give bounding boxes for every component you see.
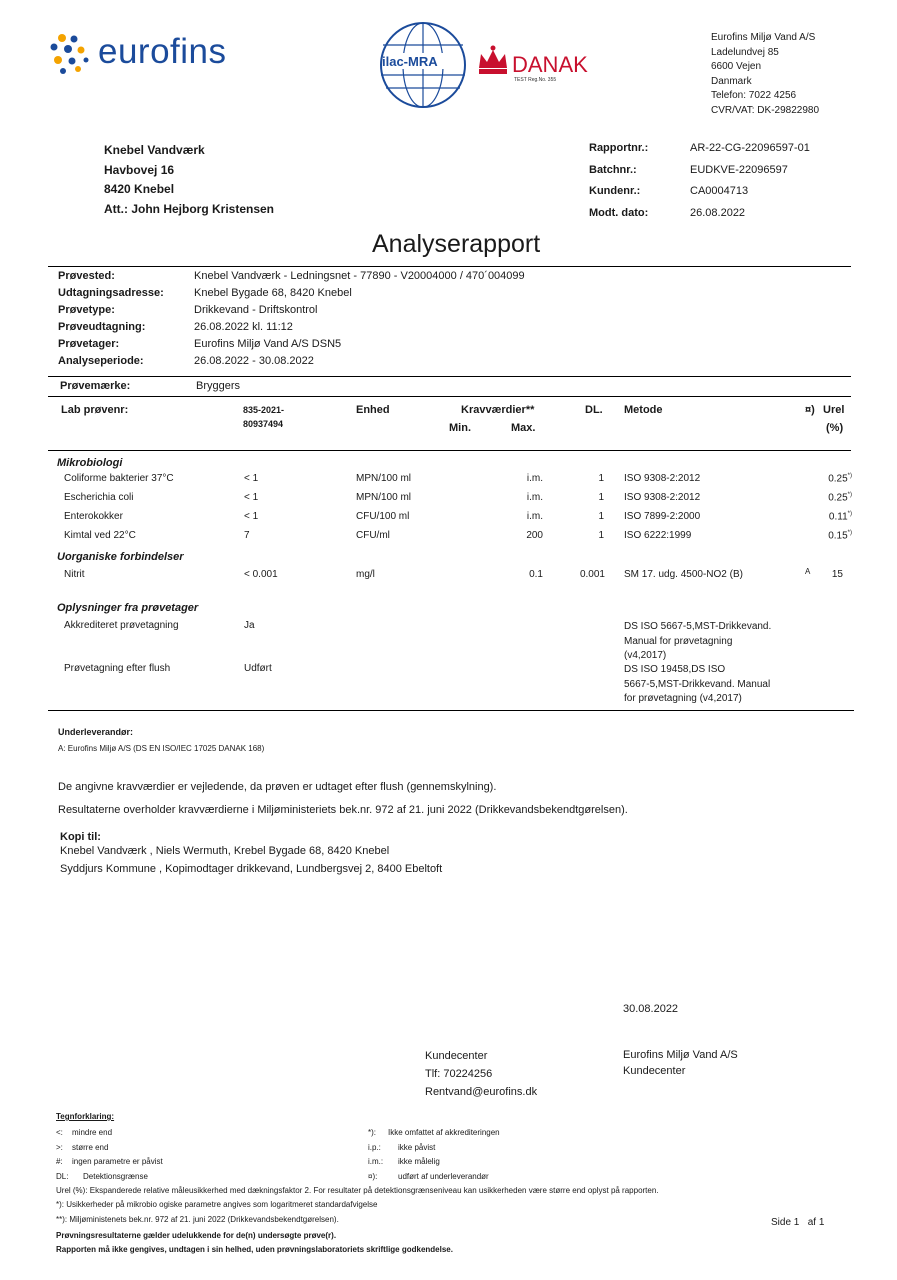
client-city: 8420 Knebel bbox=[104, 182, 175, 196]
param-name: Prøvetagning efter flush bbox=[64, 663, 171, 674]
sampler: Eurofins Miljø Vand A/S DSN5 bbox=[194, 338, 342, 350]
sampling-address-label: Udtagningsadresse: bbox=[58, 287, 164, 299]
report-meta bbox=[589, 138, 810, 224]
sample-info-divider bbox=[48, 376, 851, 377]
signature-department: Kundecenter bbox=[623, 1065, 686, 1077]
sampling-time-label: Prøveudtagning: bbox=[58, 321, 146, 333]
max-limit: i.m. bbox=[526, 492, 543, 503]
result: < 1 bbox=[244, 492, 259, 503]
unit: MPN/100 ml bbox=[356, 473, 412, 484]
client-attention: Att.: John Hejborg Kristensen bbox=[104, 201, 275, 216]
limits-header: Kravværdier** bbox=[461, 404, 535, 416]
sample-info bbox=[58, 268, 525, 370]
detection-limit: 1 bbox=[598, 511, 604, 522]
unit-header: Enhed bbox=[356, 404, 390, 416]
note-marker: *) bbox=[847, 511, 852, 517]
disclaimer-reproduction: Rapporten må ikke gengives, undtagen i sin helhed, uden prøvningslaboratoriets skriftlige godkendelse. bbox=[56, 1245, 453, 1254]
param-name: Enterokokker bbox=[64, 511, 123, 522]
max-limit: 0.1 bbox=[529, 569, 543, 580]
lab-phone: Telefon: 7022 4256 bbox=[711, 90, 797, 101]
result: < 1 bbox=[244, 473, 259, 484]
danak-logo bbox=[476, 44, 601, 88]
ilac-mra-logo bbox=[378, 20, 470, 112]
ilac-label: ilac-MRA bbox=[382, 54, 438, 69]
sampling-address: Knebel Bygade 68, 8420 Knebel bbox=[194, 287, 352, 299]
sample-mark-divider bbox=[48, 396, 851, 397]
sample-mark bbox=[60, 380, 240, 392]
copy-recipient: Syddjurs Kommune , Kopimodtager drikkevand, Lundbergsvej 2, 8400 Ebeltoft bbox=[60, 863, 443, 875]
dl-header: DL. bbox=[585, 404, 603, 416]
table-header-divider bbox=[48, 450, 851, 451]
method: ISO 6222:1999 bbox=[624, 530, 692, 541]
client-name: Knebel Vandværk bbox=[104, 143, 205, 157]
report-date: 30.08.2022 bbox=[623, 1003, 679, 1015]
batch-number: EUDKVE-22096597 bbox=[690, 163, 788, 176]
analysis-period: 26.08.2022 - 30.08.2022 bbox=[194, 355, 314, 367]
lab-cvr: CVR/VAT: DK-29822980 bbox=[711, 104, 820, 116]
section-sampler-info: Oplysninger fra prøvetager bbox=[57, 602, 199, 614]
subcontractor-text: A: Eurofins Miljø A/S (DS EN ISO/IEC 17025 DANAK 168) bbox=[58, 744, 265, 753]
note-guideline: De angivne kravværdier er vejledende, da prøven er udtaget efter flush (gennemskylning). bbox=[58, 781, 497, 793]
client-street: Havbovej 16 bbox=[104, 162, 175, 177]
danak-wordmark: DANAK bbox=[512, 52, 588, 77]
max-limit: i.m. bbox=[526, 511, 543, 522]
contact-phone: Tlf: 70224256 bbox=[425, 1068, 493, 1080]
signature-company: Eurofins Miljø Vand A/S bbox=[623, 1049, 738, 1061]
max-header: Max. bbox=[511, 422, 536, 434]
param-name: Escherichia coli bbox=[64, 492, 134, 503]
method-header: Metode bbox=[624, 404, 663, 416]
received-date: 26.08.2022 bbox=[690, 206, 746, 219]
title-divider bbox=[48, 266, 851, 267]
legend-right bbox=[368, 1126, 500, 1184]
contact-block bbox=[425, 1047, 537, 1101]
report-number-label: Rapportnr.: bbox=[589, 142, 649, 154]
urel-value: 0.25*) bbox=[828, 492, 852, 504]
note-marker: *) bbox=[847, 530, 852, 536]
lab-number-line2: 80937494 bbox=[243, 419, 284, 429]
unit: MPN/100 ml bbox=[356, 492, 412, 503]
min-header: Min. bbox=[449, 422, 471, 434]
legend-left bbox=[56, 1126, 163, 1184]
legend-law-note: **): Miljøministenets bek.nr. 972 af 21. juni 2022 (Drikkevandsbekendtgørelsen). bbox=[56, 1215, 339, 1224]
max-limit: 200 bbox=[526, 530, 543, 541]
result: Udført bbox=[244, 663, 272, 674]
legend-item: i.m.: ikke målelig bbox=[368, 1157, 440, 1166]
sample-site-label: Prøvested: bbox=[58, 270, 115, 282]
detection-limit: 1 bbox=[598, 530, 604, 541]
legend-title: Tegnforklaring: bbox=[56, 1112, 115, 1121]
lab-country: Danmark bbox=[711, 75, 752, 87]
legend-item: <: mindre end bbox=[56, 1128, 113, 1137]
note-compliance: Resultaterne overholder kravværdierne i Miljøministeriets bek.nr. 972 af 21. juni 2022 (Drikkevandsbekendtgørelsen). bbox=[58, 804, 628, 816]
sample-mark-label: Prøvemærke: bbox=[60, 380, 131, 392]
param-name: Akkrediteret prøvetagning bbox=[64, 620, 179, 631]
sample-mark-value: Bryggers bbox=[196, 380, 241, 392]
table-row bbox=[0, 530, 897, 544]
param-name: Nitrit bbox=[64, 569, 85, 580]
table-row bbox=[0, 511, 897, 525]
table-row bbox=[0, 569, 897, 583]
customer-number-label: Kundenr.: bbox=[589, 185, 641, 197]
lab-city: 6600 Vejen bbox=[711, 61, 762, 72]
subcontractor-header: ¤) bbox=[805, 404, 815, 416]
legend-item: ¤): udført af underleverandør bbox=[368, 1171, 489, 1181]
param-name: Coliforme bakterier 37°C bbox=[64, 473, 174, 484]
subcontractor-flag: A bbox=[805, 567, 811, 576]
eurofins-dots-icon bbox=[48, 32, 92, 76]
method: ISO 7899-2:2000 bbox=[624, 511, 701, 522]
result: < 1 bbox=[244, 511, 259, 522]
table-bottom-divider bbox=[48, 710, 854, 711]
eurofins-wordmark: eurofins bbox=[98, 32, 227, 71]
result: < 0.001 bbox=[244, 569, 278, 580]
eurofins-logo bbox=[48, 30, 263, 80]
danak-registration: TEST Reg.No. 355 bbox=[514, 77, 557, 83]
batch-number-label: Batchnr.: bbox=[589, 163, 637, 176]
method: ISO 9308-2:2012 bbox=[624, 473, 701, 484]
urel-header: Urel bbox=[823, 404, 845, 416]
client-address bbox=[104, 141, 274, 219]
table-row bbox=[0, 492, 897, 506]
crown-icon bbox=[476, 44, 510, 78]
page-number: Side 1 af 1 bbox=[771, 1217, 825, 1228]
section-microbiology: Mikrobiologi bbox=[57, 457, 123, 469]
method: DS ISO 5667-5,MST-Drikkevand. Manual for prøvetagning (v4,2017) bbox=[624, 621, 772, 661]
table-row bbox=[0, 663, 897, 707]
report-number: AR-22-CG-22096597-01 bbox=[690, 142, 810, 154]
analysis-period-label: Analyseperiode: bbox=[58, 355, 144, 367]
disclaimer-results: Prøvningsresultaterne gælder udelukkende for de(n) undersøgte prøve(r). bbox=[56, 1231, 337, 1240]
sample-site: Knebel Vandværk - Ledningsnet - 77890 - V20004000 / 470´004099 bbox=[194, 270, 525, 282]
note-marker: *) bbox=[847, 492, 852, 498]
copy-title: Kopi til: bbox=[60, 831, 101, 843]
method: ISO 9308-2:2012 bbox=[624, 492, 701, 503]
unit: CFU/ml bbox=[356, 530, 390, 541]
signature-block bbox=[623, 1047, 738, 1079]
lab-address bbox=[711, 31, 819, 118]
urel-value: 0.11*) bbox=[828, 511, 852, 523]
customer-number: CA0004713 bbox=[690, 185, 749, 197]
lab-number-line1: 835-2021- bbox=[243, 405, 285, 415]
note-marker: *) bbox=[847, 473, 852, 479]
sample-type: Drikkevand - Driftskontrol bbox=[194, 304, 318, 316]
lab-number-label: Lab prøvenr: bbox=[61, 404, 129, 416]
legend-item: *): Ikke omfattet af akkrediteringen bbox=[368, 1128, 500, 1137]
detection-limit: 0.001 bbox=[579, 569, 605, 580]
urel-value: 0.15*) bbox=[828, 530, 852, 542]
received-date-label: Modt. dato: bbox=[589, 206, 649, 219]
table-row bbox=[0, 473, 897, 487]
sampling-time: 26.08.2022 kl. 11:12 bbox=[194, 321, 293, 333]
sampler-label: Prøvetager: bbox=[58, 338, 120, 350]
detection-limit: 1 bbox=[598, 473, 604, 484]
param-name: Kimtal ved 22°C bbox=[64, 530, 136, 541]
legend-item: >: større end bbox=[56, 1142, 109, 1152]
copy-recipient: Knebel Vandværk , Niels Wermuth, Krebel Bygade 68, 8420 Knebel bbox=[60, 845, 390, 857]
subcontractor-title: Underleverandør: bbox=[58, 727, 134, 737]
page-title: Analyserapport bbox=[372, 230, 541, 258]
result: Ja bbox=[244, 620, 255, 631]
contact-email: Rentvand@eurofins.dk bbox=[425, 1086, 538, 1098]
legend-item: i.p.: ikke påvist bbox=[368, 1142, 436, 1152]
unit: CFU/100 ml bbox=[356, 511, 410, 522]
urel-value: 15 bbox=[831, 569, 843, 580]
table-row bbox=[0, 620, 897, 664]
legend-item: #: ingen parametre er påvist bbox=[56, 1157, 163, 1166]
sample-type-label: Prøvetype: bbox=[58, 304, 115, 316]
method: DS ISO 19458,DS ISO 5667-5,MST-Drikkevand. Manual for prøvetagning (v4,2017) bbox=[624, 664, 771, 704]
result: 7 bbox=[244, 530, 250, 541]
section-inorganic: Uorganiske forbindelser bbox=[57, 551, 184, 563]
legend-urel: Urel (%): Ekspanderede relative måleusikkerhed med dækningsfaktor 2. For resultater på detektionsgrænseniveau kan usikkerheden være større end oplyst på rapporten. bbox=[56, 1186, 659, 1195]
unit: mg/l bbox=[356, 569, 375, 580]
contact-department: Kundecenter bbox=[425, 1050, 488, 1062]
max-limit: i.m. bbox=[526, 473, 543, 484]
legend-item: DL: Detektionsgrænse bbox=[56, 1171, 148, 1181]
lab-street: Ladelundvej 85 bbox=[711, 46, 779, 58]
legend-micro-note: *): Usikkerheder på mikrobio ogiske parametre angives som logaritmeret standardafvigelse bbox=[56, 1200, 378, 1209]
method: SM 17. udg. 4500-NO2 (B) bbox=[624, 569, 743, 580]
detection-limit: 1 bbox=[598, 492, 604, 503]
lab-name: Eurofins Miljø Vand A/S bbox=[711, 32, 816, 43]
urel-value: 0.25*) bbox=[828, 473, 852, 485]
urel-unit-header: (%) bbox=[826, 422, 844, 434]
